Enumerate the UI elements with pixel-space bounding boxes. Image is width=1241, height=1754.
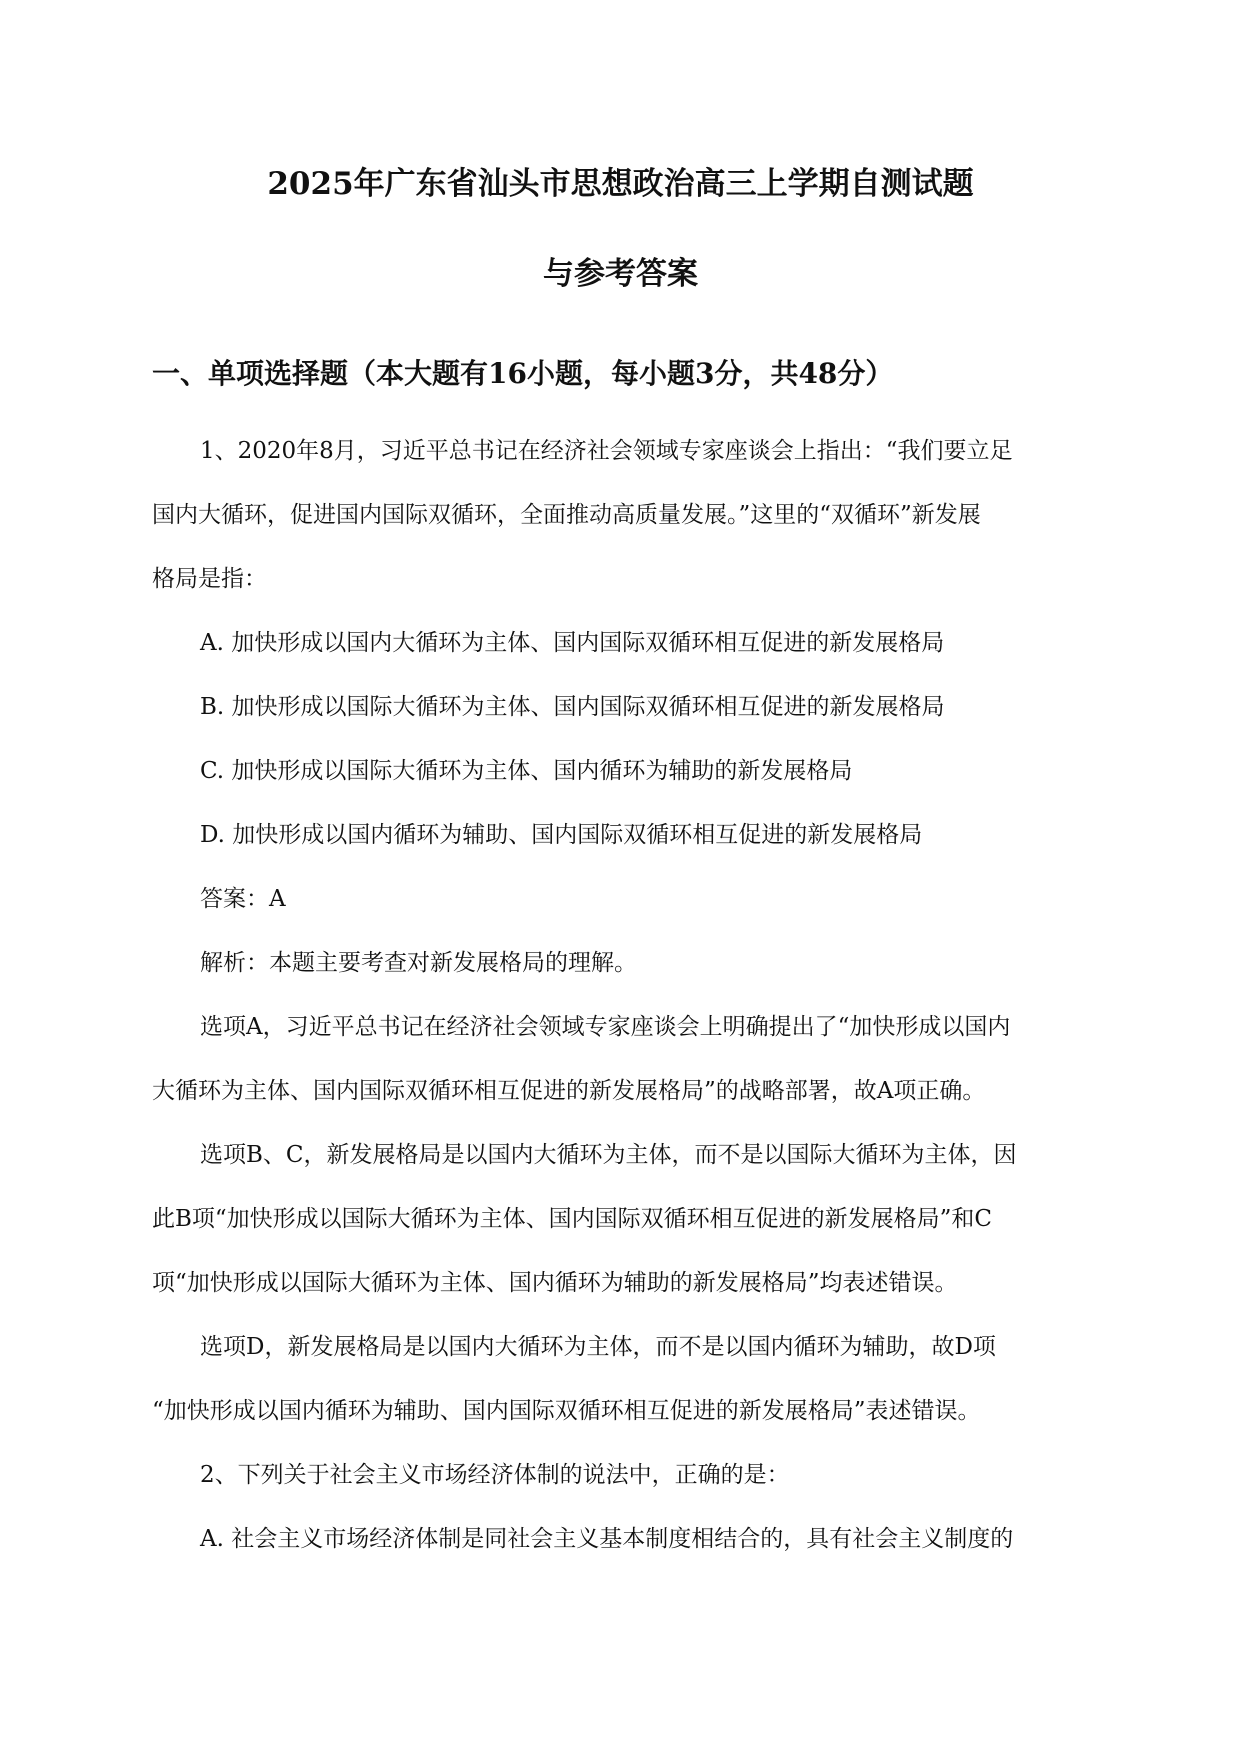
q1-explanation-a-line2: 大循环为主体、国内国际双循环相互促进的新发展格局”的战略部署，故A项正确。 [152,1078,986,1104]
document-title-line1: 2025年广东省汕头市思想政治高三上学期自测试题 [267,166,974,202]
q1-option-c: C. 加快形成以国际大循环为主体、国内循环为辅助的新发展格局 [200,758,853,784]
q1-stem-line1: 1、2020年8月，习近平总书记在经济社会领域专家座谈会上指出：“我们要立足 [200,438,1013,464]
q2-stem: 2、下列关于社会主义市场经济体制的说法中，正确的是： [200,1462,790,1488]
q1-analysis: 解析：本题主要考查对新发展格局的理解。 [200,950,637,976]
q1-explanation-d-line2: “加快形成以国内循环为辅助、国内国际双循环相互促进的新发展格局”表述错误。 [152,1398,981,1424]
q1-explanation-bc-line2: 此B项“加快形成以国际大循环为主体、国内国际双循环相互促进的新发展格局”和C [152,1206,993,1232]
q2-option-a-line1: A. 社会主义市场经济体制是同社会主义基本制度相结合的，具有社会主义制度的 [200,1526,1014,1552]
q1-option-d: D. 加快形成以国内循环为辅助、国内国际双循环相互促进的新发展格局 [200,822,923,848]
q1-stem-line2: 国内大循环，促进国内国际双循环，全面推动高质量发展。”这里的“双循环”新发展 [152,502,981,528]
q1-explanation-bc-line1: 选项B、C，新发展格局是以国内大循环为主体，而不是以国际大循环为主体，因 [200,1142,1017,1168]
q1-answer: 答案：A [200,886,286,912]
q1-stem-line3: 格局是指： [152,566,267,592]
document-title-line2: 与参考答案 [543,256,698,292]
q1-explanation-d-line1: 选项D，新发展格局是以国内大循环为主体，而不是以国内循环为辅助，故D项 [200,1334,996,1360]
q1-option-a: A. 加快形成以国内大循环为主体、国内国际双循环相互促进的新发展格局 [200,630,945,656]
q1-explanation-a-line1: 选项A，习近平总书记在经济社会领域专家座谈会上明确提出了“加快形成以国内 [200,1014,1011,1040]
q1-option-b: B. 加快形成以国际大循环为主体、国内国际双循环相互促进的新发展格局 [200,694,945,720]
section-heading: 一、单项选择题（本大题有16小题，每小题3分，共48分） [152,357,894,390]
q1-explanation-bc-line3: 项“加快形成以国际大循环为主体、国内循环为辅助的新发展格局”均表述错误。 [152,1270,958,1296]
